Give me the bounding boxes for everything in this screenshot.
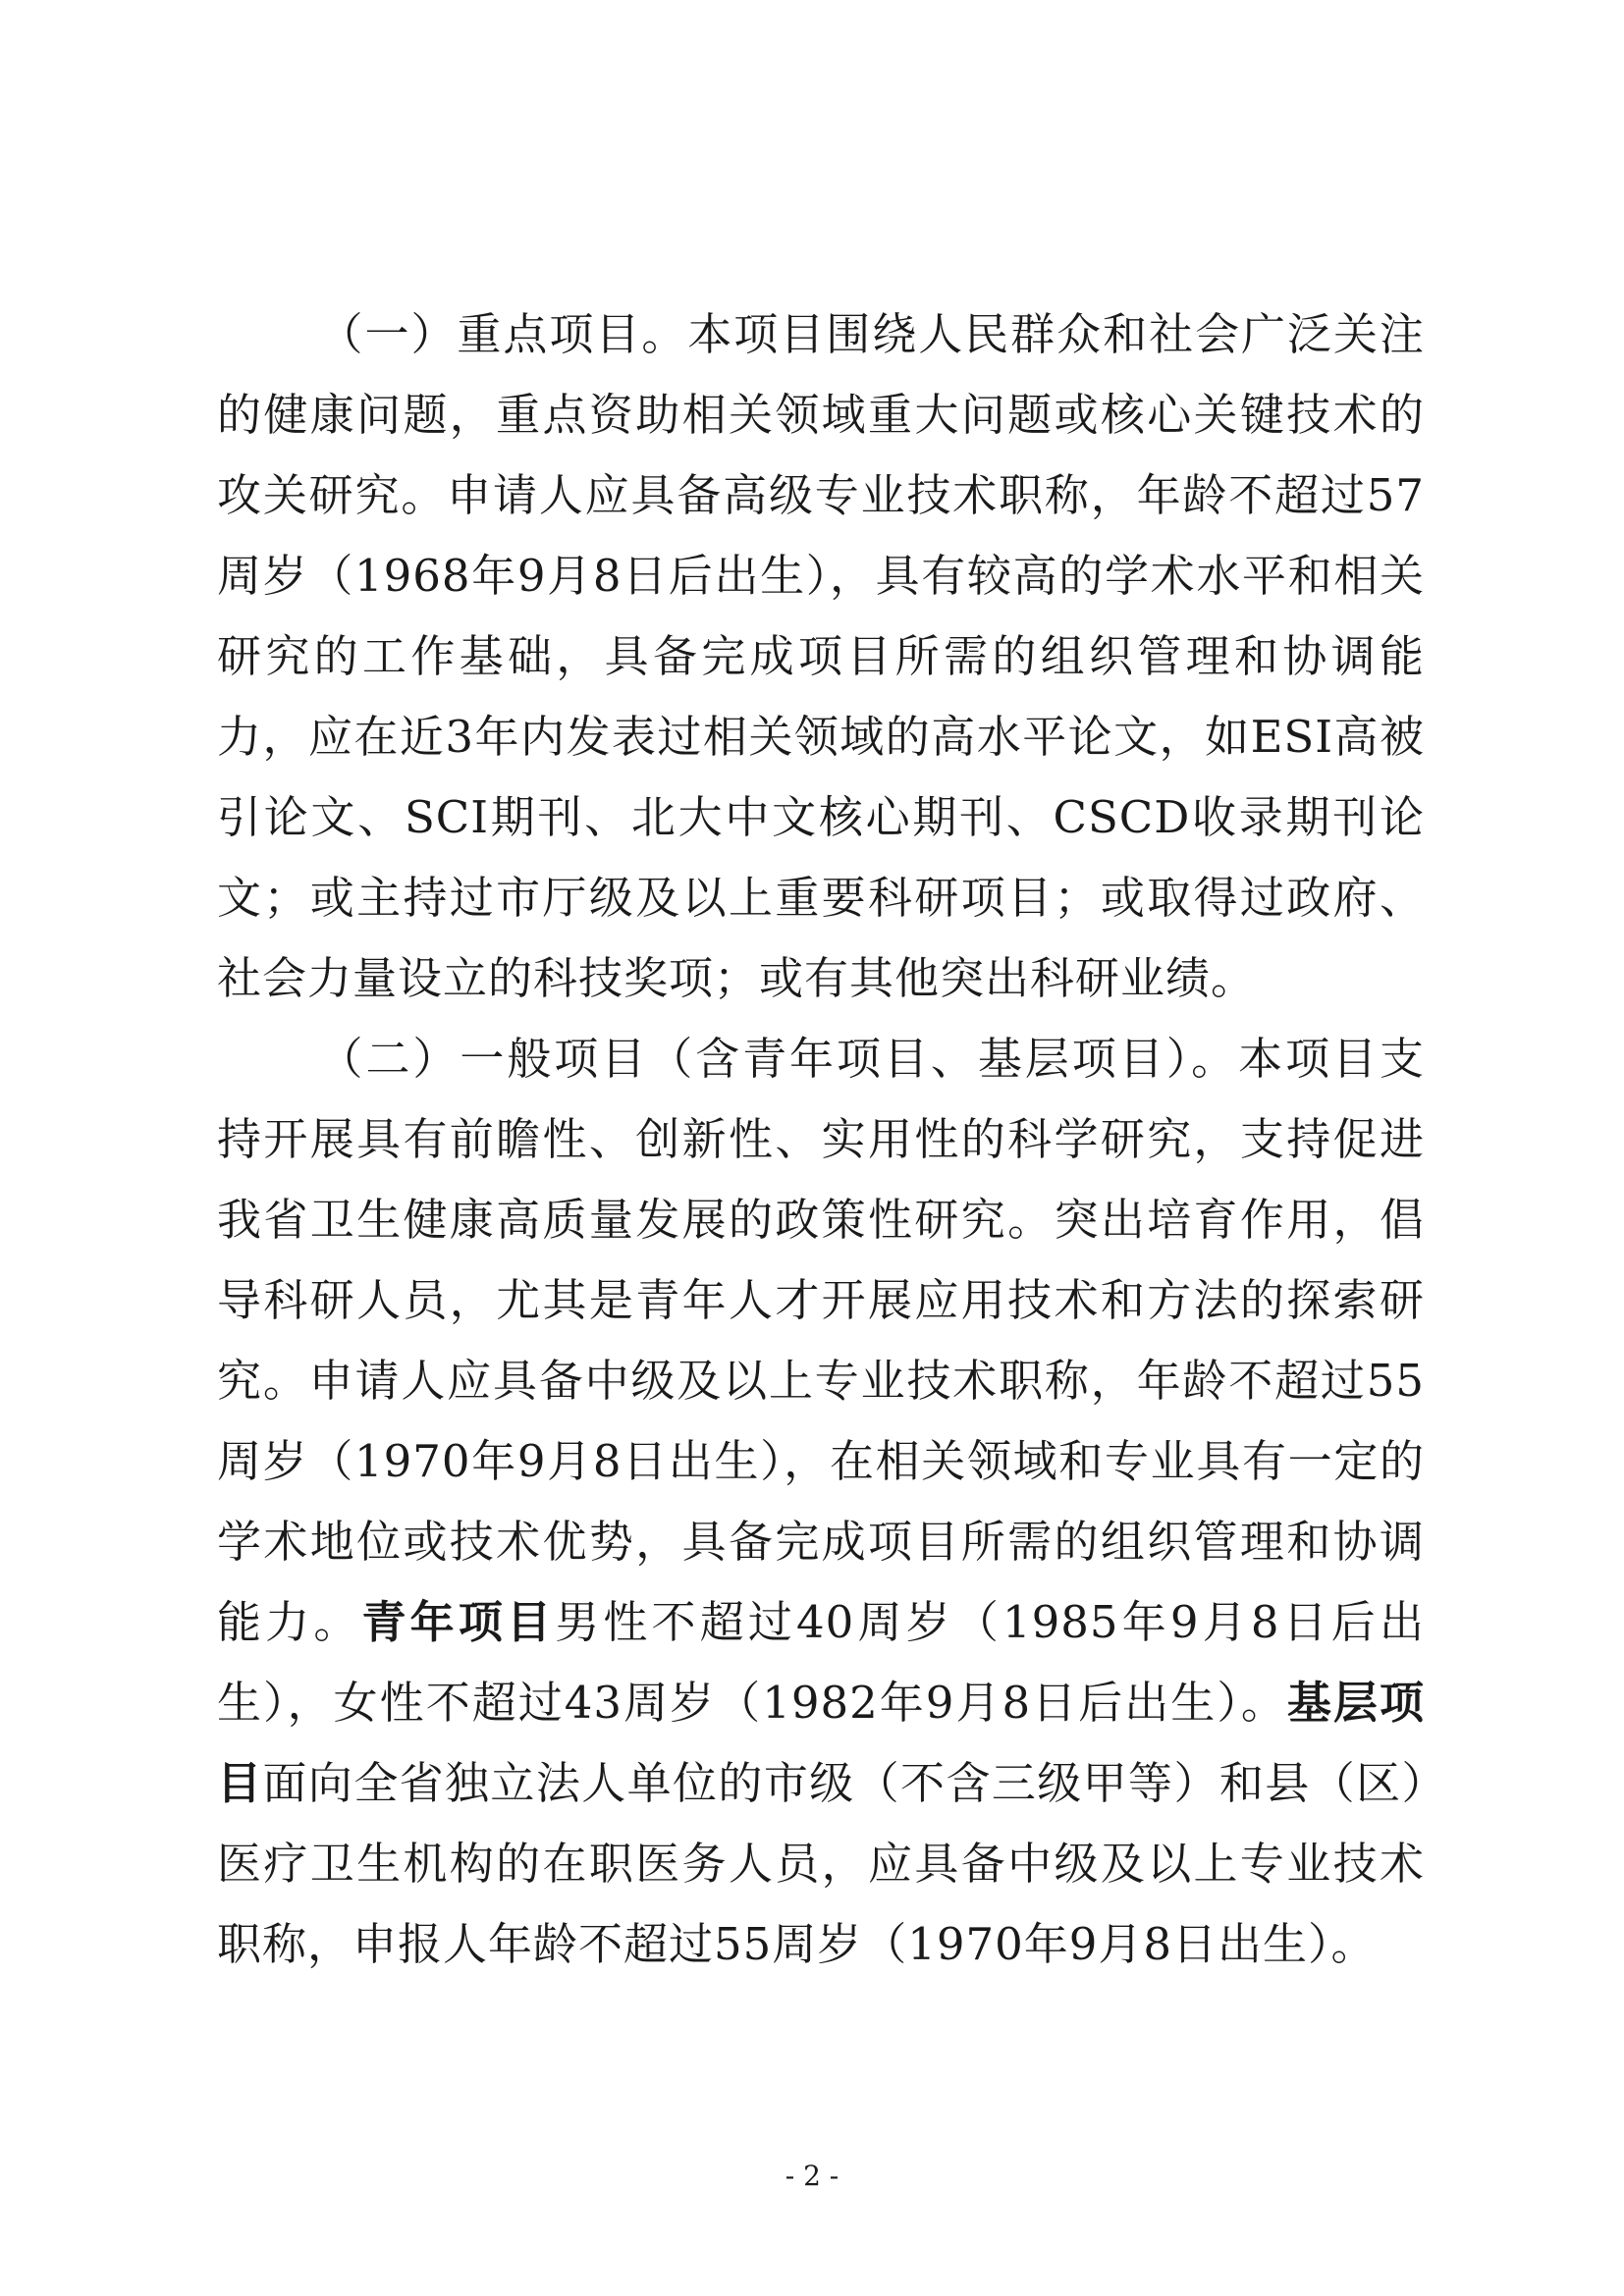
general-projects-text-2: 男性不超过40周岁（1985年9月8日后出生），女性不超过43周岁（1982年9月8日后出生）。 — [217, 1596, 1425, 1729]
paragraph-general-projects — [217, 1019, 1425, 1985]
paragraph-key-projects: （一）重点项目。本项目围绕人民群众和社会广泛关注的健康问题，重点资助相关领域重大问题或核心关键技术的攻关研究。申请人应具备高级专业技术职称，年龄不超过57周岁（1968年9月8日后出生），具有较高的学术水平和相关研究的工作基础，具备完成项目所需的组织管理和协调能力，应在近3年内发表过相关领域的高水平论文，如ESI高被引论文、SCI期刊、北大中文核心期刊、CSCD收录期刊论文；或主持过市厅级及以上重要科研项目；或取得过政府、社会力量设立的科技奖项；或有其他突出科研业绩。 — [217, 308, 1425, 1004]
general-projects-text-1: （二）一般项目（含青年项目、基层项目）。本项目支持开展具有前瞻性、创新性、实用性的科学研究，支持促进我省卫生健康高质量发展的政策性研究。突出培育作用，倡导科研人员，尤其是青年人才开展应用技术和方法的探索研究。申请人应具备中级及以上专业技术职称，年龄不超过55周岁（1970年9月8日出生），在相关领域和专业具有一定的学术地位或技术优势，具备完成项目所需的组织管理和协调能力。 — [217, 1033, 1425, 1648]
general-projects-text-3: 面向全省独立法人单位的市级（不含三级甲等）和县（区）医疗卫生机构的在职医务人员，应具备中级及以上专业技术职称，申报人年龄不超过55周岁（1970年9月8日出生）。 — [217, 1757, 1425, 1970]
grassroots-projects-heading: 基层项目 — [217, 1677, 1425, 1809]
page-number: - 2 - — [785, 2160, 839, 2192]
youth-projects-heading: 青年项目 — [361, 1596, 556, 1648]
